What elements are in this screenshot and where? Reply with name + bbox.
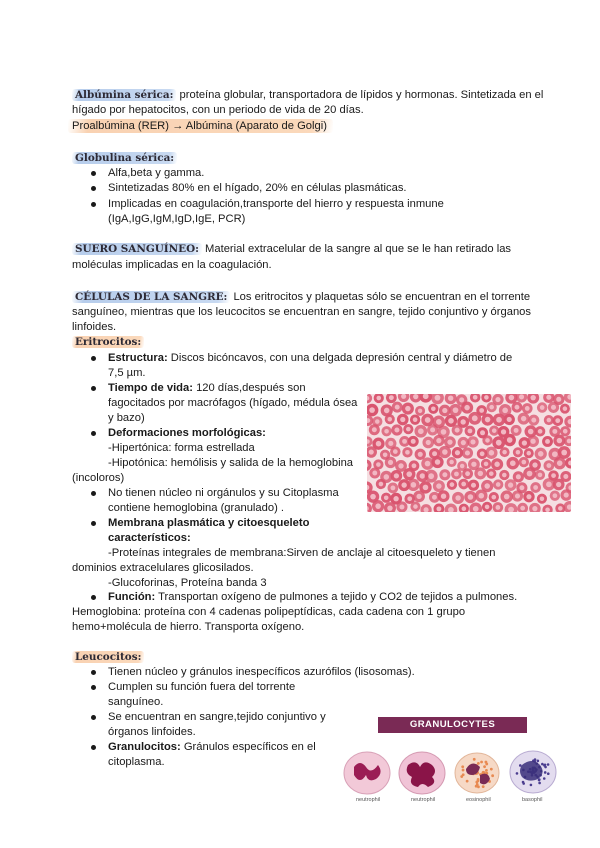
red-blood-cell-center	[431, 406, 436, 411]
suero-text-1: Material extracelular de la sangre al que se le han retirado las	[201, 243, 512, 255]
red-blood-cell-center	[384, 495, 389, 500]
red-blood-cell-center	[418, 409, 423, 414]
red-blood-cell-center	[547, 418, 552, 423]
red-blood-cell-center	[527, 471, 533, 477]
granulocytes-banner: GRANULOCYTES	[378, 717, 527, 733]
red-blood-cell-center	[460, 464, 465, 469]
red-blood-cell-center	[492, 495, 497, 500]
red-blood-cell-center	[480, 430, 485, 435]
red-blood-cell-center	[564, 493, 569, 498]
funcion-text: Transportan oxígeno de pulmones a tejido y CO2 de tejidos a pulmones.	[155, 591, 518, 603]
eritro-bullet-4	[91, 491, 96, 496]
red-blood-cell-center	[455, 428, 460, 433]
red-blood-cell-center	[369, 407, 375, 413]
red-blood-cell-center	[393, 449, 398, 454]
celulas-heading: CÉLULAS DE LA SANGRE:	[72, 291, 230, 303]
red-blood-cell-center	[453, 407, 459, 413]
red-blood-cell-center	[520, 506, 525, 511]
red-blood-cell-center	[533, 485, 538, 490]
eosinophil-granule	[473, 758, 476, 761]
red-blood-cell-center	[435, 395, 441, 401]
red-blood-cell-center	[484, 395, 489, 400]
globulina-bullet-2	[91, 186, 96, 191]
globulina-heading-line	[72, 151, 177, 165]
eritrocitos-heading: Eritrocitos:	[72, 336, 144, 348]
basophil-granule	[522, 781, 525, 784]
red-blood-cell-center	[540, 496, 545, 501]
red-blood-cell-center	[515, 493, 520, 498]
red-blood-cell-center	[563, 429, 568, 434]
red-blood-cell-center	[436, 483, 441, 488]
red-blood-cell-center	[501, 429, 506, 434]
red-blood-cell-center	[376, 441, 382, 447]
red-blood-cell-center	[405, 406, 410, 411]
red-blood-cell-center	[484, 462, 489, 467]
eritro-bullet-3	[91, 431, 96, 436]
suero-line-1	[72, 242, 511, 256]
red-blood-cell-center	[527, 451, 532, 456]
leuco-item-2b: sanguíneo.	[108, 696, 164, 708]
funcion-label: Función:	[108, 591, 156, 603]
red-blood-cell-center	[442, 408, 447, 413]
globulina-heading: Globulina sérica:	[72, 152, 177, 164]
eritro-bullet-6	[91, 595, 96, 600]
eosinophil-granule	[475, 781, 478, 784]
red-blood-cell-center	[556, 397, 561, 402]
nucleo-2: contiene hemoglobina (granulado) .	[108, 502, 285, 514]
red-blood-cell-center	[372, 427, 377, 432]
red-blood-cell-center	[393, 496, 398, 501]
suero-text-2: moléculas implicadas en la coagulación.	[72, 259, 272, 271]
red-blood-cell-center	[400, 417, 405, 422]
red-blood-cell-center	[478, 493, 484, 499]
red-blood-cell-center	[552, 451, 558, 457]
red-blood-cell-center	[484, 483, 490, 489]
red-blood-cell-center	[473, 395, 478, 400]
red-blood-cell-center	[526, 494, 531, 499]
globulina-item-1: Alfa,beta y gamma.	[108, 167, 205, 179]
red-blood-cell-center	[480, 451, 485, 456]
red-blood-cell-center	[495, 397, 500, 402]
eosinophil-granule	[491, 774, 494, 777]
red-blood-cell-center	[370, 494, 376, 500]
red-blood-cell-center	[387, 505, 392, 510]
red-blood-cell-center	[478, 471, 483, 476]
suero-heading: SUERO SANGUÍNEO:	[72, 243, 202, 255]
red-blood-cell-center	[489, 450, 495, 456]
red-blood-cell-center	[522, 440, 527, 445]
red-blood-cell-center	[442, 472, 447, 477]
basophil-granule	[537, 760, 540, 763]
granulocytes-illustration	[340, 745, 580, 805]
eosinophil-granule	[466, 780, 469, 783]
red-blood-cell-center	[411, 439, 416, 444]
red-blood-cell-center	[461, 419, 466, 424]
granulocitos-text-2: citoplasma.	[108, 756, 165, 768]
red-blood-cell-center	[435, 459, 441, 465]
red-blood-cell-center	[471, 483, 476, 488]
albumina-text-1: proteína globular, transportadora de lípidos y hormonas. Sintetizada en el	[176, 89, 544, 101]
red-blood-cell-center	[551, 405, 556, 410]
red-blood-cell-center	[455, 450, 460, 455]
red-blood-cell-center	[416, 494, 421, 499]
red-blood-cell-center	[525, 406, 530, 411]
eritro-bullet-1	[91, 356, 96, 361]
celulas-line-1	[72, 290, 530, 304]
red-blood-cell-center	[502, 450, 507, 455]
red-blood-cell-center	[369, 449, 374, 454]
red-blood-cell-center	[447, 439, 452, 444]
leuco-item-2a: Cumplen su función fuera del torrente	[108, 681, 296, 693]
leucocitos-heading: Leucocitos:	[72, 651, 144, 663]
red-blood-cell-center	[504, 494, 510, 500]
membrana-3: -Glucoforinas, Proteína banda 3	[108, 577, 267, 589]
red-blood-cell-center	[502, 473, 507, 478]
red-blood-cell-center	[464, 405, 469, 410]
red-blood-cell-center	[390, 486, 395, 491]
red-blood-cell-center	[436, 438, 441, 443]
red-blood-cell-center	[425, 461, 431, 467]
red-blood-cell-center	[496, 482, 501, 487]
red-blood-cell-center	[555, 418, 560, 423]
red-blood-cell-center	[492, 428, 497, 433]
basophil-granule	[541, 763, 544, 766]
red-blood-cell-center	[516, 450, 521, 455]
red-blood-cell-center	[423, 485, 429, 491]
red-blood-cell-center	[442, 449, 448, 455]
leuco-item-3a: Se encuentran en sangre,tejido conjuntivo y	[108, 711, 326, 723]
red-blood-cell-center	[546, 482, 552, 488]
globulina-item-3: Implicadas en coagulación,transporte del hierro y respuesta inmune	[108, 198, 444, 210]
red-blood-cell-center	[479, 408, 484, 413]
red-blood-cell-center	[496, 440, 502, 446]
red-blood-cell-center	[545, 507, 550, 512]
red-blood-cell-center	[556, 482, 561, 487]
vida-text: 120 días,después son	[192, 382, 306, 394]
red-blood-cell-center	[521, 416, 526, 421]
granulocyte-label-3: eosinophil	[466, 797, 491, 803]
red-blood-cell-center	[455, 495, 460, 500]
red-blood-cell-center	[461, 440, 466, 445]
red-blood-cell-center	[401, 482, 406, 487]
red-blood-cell-center	[552, 429, 557, 434]
nucleo-1: No tienen núcleo ni orgánulos y su Citoplasma	[108, 487, 339, 499]
red-blood-cell-center	[519, 394, 524, 399]
eritro-vida	[108, 381, 306, 395]
celulas-text-2: sanguíneo, mientras que los leucocitos se encuentran en sangre, tejido conjuntivo y órganos	[72, 306, 531, 318]
red-blood-cell-center	[436, 506, 441, 511]
basophil-granule	[544, 766, 547, 769]
red-blood-cell-center	[379, 482, 384, 487]
granulocitos-label: Granulocitos:	[108, 741, 181, 753]
red-blood-cell-center	[502, 408, 508, 414]
red-blood-cell-center	[545, 439, 550, 444]
red-blood-cell-center	[532, 462, 537, 467]
red-blood-cell-center	[471, 462, 476, 467]
eosinophil-granule	[490, 768, 493, 771]
red-blood-cell-center	[485, 417, 491, 423]
basophil-granule	[543, 777, 546, 780]
red-blood-cell-center	[398, 463, 403, 468]
deform-3: (incoloros)	[72, 472, 125, 484]
red-blood-cell-center	[418, 452, 423, 457]
red-blood-cell-center	[528, 429, 534, 435]
eritro-estructura	[108, 351, 512, 365]
erythrocyte-micrograph-svg	[367, 394, 571, 512]
red-blood-cell-center	[553, 493, 558, 498]
red-blood-cell-center	[413, 394, 418, 399]
red-blood-cell-center	[376, 396, 381, 401]
red-blood-cell-center	[402, 439, 407, 444]
basophil-granule	[544, 771, 547, 774]
hemo-1: Hemoglobina: proteína con 4 cadenas polipeptídicas, cada cadena con 1 grupo	[72, 606, 466, 618]
estructura-text-2: 7,5 µm.	[108, 367, 146, 379]
red-blood-cell-center	[426, 440, 431, 445]
leuco-bullet-4	[91, 745, 96, 750]
red-blood-cell-center	[514, 428, 519, 433]
red-blood-cell-center	[389, 395, 394, 400]
red-blood-cell-center	[384, 408, 390, 414]
eritrocitos-heading-line	[72, 335, 144, 349]
red-blood-cell-center	[468, 494, 474, 500]
albumina-line-1	[72, 88, 543, 102]
red-blood-cell-center	[454, 472, 459, 477]
red-blood-cell-center	[413, 417, 418, 422]
basophil-granule	[530, 784, 533, 787]
estructura-text: Discos bicóncavos, con una delgada depresión central y diámetro de	[167, 352, 513, 364]
red-blood-cell-center	[441, 429, 447, 435]
red-blood-cell-center	[472, 415, 478, 421]
red-blood-cell-center	[406, 471, 412, 477]
eosinophil-granule	[460, 775, 463, 778]
red-blood-cell-center	[372, 471, 377, 476]
red-blood-cell-center	[436, 419, 442, 425]
red-blood-cell-center	[507, 417, 512, 422]
red-blood-cell-center	[473, 506, 479, 512]
red-blood-cell-center	[496, 505, 501, 510]
eosinophil-granule	[482, 785, 485, 788]
red-blood-cell-center	[485, 438, 490, 443]
vida-text-3: y bazo)	[108, 412, 145, 424]
basophil-granule	[547, 772, 550, 775]
red-blood-cell-center	[459, 397, 464, 402]
red-blood-cell-center	[519, 485, 524, 490]
red-blood-cell-center	[384, 429, 389, 434]
eosinophil-granule	[462, 769, 465, 772]
red-blood-cell-center	[450, 482, 455, 487]
red-blood-cell-center	[449, 460, 454, 465]
neutrophil-cell-1	[344, 752, 390, 794]
red-blood-cell-center	[448, 395, 453, 400]
leuco-bullet-1	[91, 670, 96, 675]
red-blood-cell-center	[510, 460, 516, 466]
red-blood-cell-center	[432, 451, 437, 456]
estructura-label: Estructura:	[108, 352, 168, 364]
globulina-bullet-3	[91, 202, 96, 207]
red-blood-cell-center	[405, 450, 410, 455]
deform-label: Deformaciones morfológicas:	[108, 427, 266, 439]
hemo-2: hemo+molécula de hierro. Transporta oxígeno.	[72, 621, 305, 633]
red-blood-cell-center	[418, 428, 424, 434]
basophil-cell	[510, 751, 556, 793]
red-blood-cell-center	[465, 471, 470, 476]
red-blood-cell-center	[425, 417, 431, 423]
red-blood-cell-center	[540, 405, 545, 410]
deform-1: -Hipertónica: forma estrellada	[108, 442, 255, 454]
membrana-label-2: característicos:	[108, 532, 191, 544]
red-blood-cell-center	[530, 439, 535, 444]
red-blood-cell-center	[430, 427, 435, 432]
basophil-granule	[538, 782, 541, 785]
red-blood-cell-center	[383, 452, 388, 457]
eosinophil-granule	[480, 761, 483, 764]
red-blood-cell-center	[395, 405, 400, 410]
red-blood-cell-center	[489, 405, 494, 410]
red-blood-cell-center	[375, 503, 381, 509]
red-blood-cell-center	[538, 429, 543, 434]
red-blood-cell-center	[509, 395, 515, 401]
eritro-bullet-2	[91, 386, 96, 391]
red-blood-cell-center	[558, 506, 563, 511]
eritro-funcion	[108, 590, 517, 604]
red-blood-cell-center	[496, 417, 502, 423]
red-blood-cell-center	[468, 429, 473, 434]
red-blood-cell-center	[561, 450, 567, 456]
red-blood-cell-center	[413, 504, 418, 509]
neutrophil-cell-2	[399, 752, 445, 794]
red-blood-cell-center	[384, 474, 390, 480]
red-blood-cell-center	[532, 506, 537, 511]
granulocitos-text: Gránulos específicos en el	[180, 741, 316, 753]
vida-text-2: fagocitados por macrófagos (hígado, médula ósea	[108, 397, 358, 409]
red-blood-cell-center	[376, 462, 381, 467]
leucocitos-heading-line	[72, 650, 144, 664]
red-blood-cell-center	[407, 496, 412, 501]
red-blood-cell-center	[388, 441, 393, 446]
basophil-granule	[547, 763, 550, 766]
red-blood-cell-center	[546, 395, 551, 400]
eosinophil-granule	[461, 765, 464, 768]
red-blood-cell-center	[394, 473, 399, 478]
globulina-bullet-1	[91, 171, 96, 176]
red-blood-cell-center	[485, 505, 490, 510]
red-blood-cell-center	[394, 427, 399, 432]
red-blood-cell-center	[515, 405, 520, 410]
red-blood-cell-center	[387, 417, 392, 422]
basophil-granule	[534, 758, 537, 761]
red-blood-cell-center	[441, 494, 446, 499]
vida-label: Tiempo de vida:	[108, 382, 193, 394]
red-blood-cell-center	[516, 474, 521, 479]
red-blood-cell-center	[432, 495, 437, 500]
basophil-granule	[516, 772, 519, 775]
red-blood-cell-center	[538, 473, 543, 478]
deform-2: -Hipotónica: hemólisis y salida de la hemoglobina	[108, 457, 354, 469]
globulina-item-4: (IgA,IgG,IgM,IgD,IgE, PCR)	[108, 213, 246, 225]
red-blood-cell-center	[551, 473, 556, 478]
eosinophil-granule	[476, 783, 479, 786]
celulas-text-3: linfoides.	[72, 321, 117, 333]
albumina-highlight-text: Proalbúmina (RER) → Albúmina (Aparato de Golgi)	[68, 119, 333, 133]
red-blood-cell-center	[461, 482, 466, 487]
leuco-bullet-2	[91, 685, 96, 690]
red-blood-cell-center	[563, 406, 568, 411]
leuco-bullet-3	[91, 715, 96, 720]
red-blood-cell-center	[399, 504, 404, 509]
eritro-bullet-5	[91, 521, 96, 526]
red-blood-cell-center	[557, 460, 563, 466]
granulocyte-label-4: basophil	[522, 797, 543, 803]
albumina-heading: Albúmina sérica:	[72, 89, 176, 101]
red-blood-cell-center	[521, 460, 526, 465]
eosinophil-granule	[483, 771, 486, 774]
red-blood-cell-center	[465, 450, 470, 455]
celulas-text-1: Los eritrocitos y plaquetas sólo se encuentran en el torrente	[230, 291, 531, 303]
red-blood-cell-center	[563, 474, 568, 479]
erythrocyte-micrograph	[367, 394, 571, 512]
basophil-granule	[519, 764, 522, 767]
leuco-item-1: Tienen núcleo y gránulos inespecíficos azurófilos (lisosomas).	[108, 666, 415, 678]
red-blood-cell-center	[388, 460, 393, 465]
eosinophil-granule	[483, 765, 486, 768]
granulocyte-label-2: neutrophil	[411, 797, 436, 803]
red-blood-cell-center	[470, 439, 475, 444]
red-blood-cell-center	[508, 482, 513, 487]
red-blood-cell-center	[557, 438, 562, 443]
red-blood-cell-center	[531, 418, 536, 423]
red-blood-cell-center	[420, 473, 425, 478]
leuco-item-3b: órganos linfoides.	[108, 726, 196, 738]
red-blood-cell-center	[375, 419, 380, 424]
membrana-1: -Proteínas integrales de membrana:Sirven de anclaje al citoesqueleto y tienen	[108, 547, 496, 559]
leuco-granulocitos	[108, 740, 316, 754]
red-blood-cell-center	[406, 427, 411, 432]
eosinophil-granule	[477, 762, 480, 765]
eosinophil-granule	[485, 761, 488, 764]
red-blood-cell-center	[494, 462, 499, 467]
red-blood-cell-center	[538, 451, 544, 457]
red-blood-cell-center	[462, 506, 467, 511]
globulina-item-2: Sintetizadas 80% en el hígado, 20% en células plasmáticas.	[108, 182, 407, 194]
red-blood-cell-center	[428, 473, 434, 479]
red-blood-cell-center	[546, 463, 551, 468]
red-blood-cell-center	[411, 482, 417, 488]
basophil-granule	[538, 779, 541, 782]
eosinophil-cell	[455, 753, 499, 793]
albumina-text-2: hígado por hepatocitos, con un periodo de vida de 20 días.	[72, 104, 364, 116]
membrana-2: dominios extracelulares glicosilados.	[72, 562, 254, 574]
red-blood-cell-center	[530, 395, 535, 400]
membrana-label-1: Membrana plasmática y citoesqueleto	[108, 517, 310, 529]
granulocyte-label-1: neutrophil	[356, 797, 381, 803]
red-blood-cell-center	[507, 437, 513, 443]
red-blood-cell-center	[448, 418, 454, 424]
eosinophil-granule	[485, 769, 488, 772]
red-blood-cell-center	[412, 463, 417, 468]
red-blood-cell-center	[489, 471, 494, 476]
albumina-highlight	[68, 119, 333, 133]
